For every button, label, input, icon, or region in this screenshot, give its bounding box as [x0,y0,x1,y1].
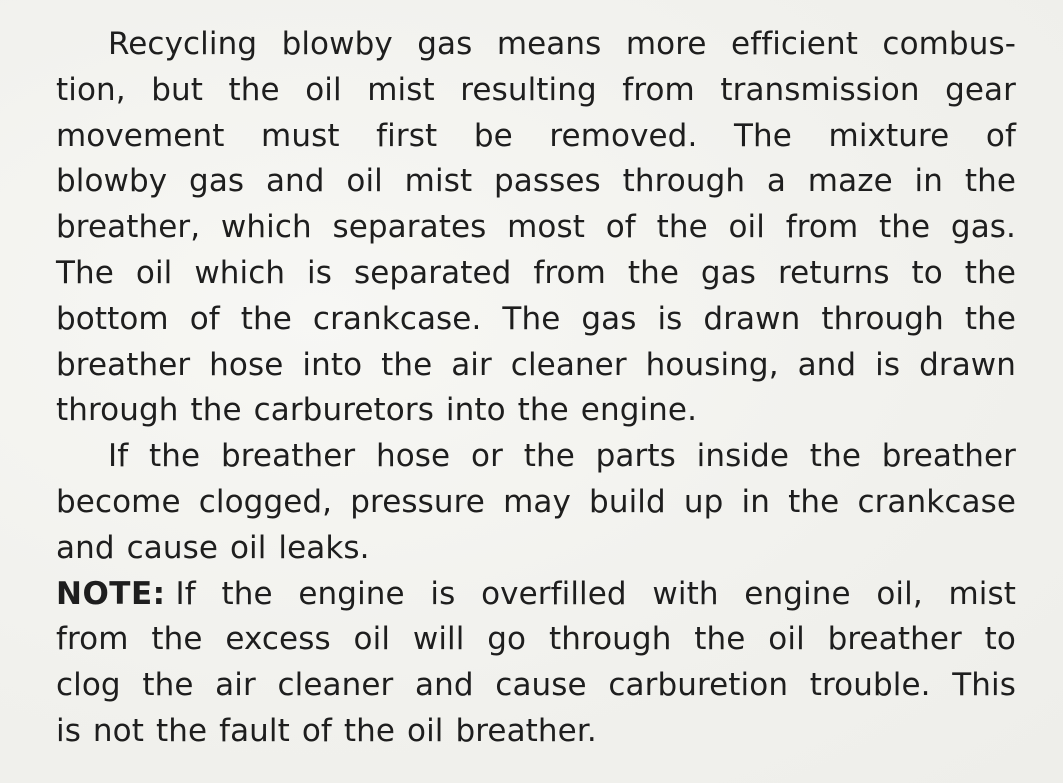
text-block [56,22,1016,755]
paragraph-line: If the breather hose or the parts inside the breather [108,438,1016,475]
paragraph-line: breather, which separates most of the oil from the gas. [56,209,1016,246]
paragraph-line: breather hose into the air cleaner housing, and is drawn [56,346,1016,383]
note-text: If the engine is overfilled with engine oil, mist [175,575,1016,612]
paragraph-line: through the carburetors into the engine. [56,392,698,429]
paragraph-line: and cause oil leaks. [56,529,370,566]
note-first-line [56,572,1016,618]
paragraph-line: Recycling blowby gas means more efficient combus- [108,26,1016,62]
paragraph-blowby-recycling [56,22,1016,434]
note-label: NOTE: [56,575,166,612]
paragraph-line: blowby gas and oil mist passes through a maze in the [56,163,1016,200]
paragraph-line: tion, but the oil mist resulting from transmission gear [56,71,1016,108]
paragraph-line: become clogged, pressure may build up in the crankcase [56,483,1016,520]
paragraph-line: movement must first be removed. The mixture of [56,117,1016,154]
note-line: from the excess oil will go through the oil breather to [56,621,1016,658]
paragraph-clogged-breather [56,434,1016,571]
note-block [56,572,1016,755]
paragraph-line: The oil which is separated from the gas returns to the [56,254,1016,291]
note-line: clog the air cleaner and cause carburetion trouble. This [56,667,1016,704]
paragraph-line: bottom of the crankcase. The gas is drawn through the [56,300,1016,337]
note-line: is not the fault of the oil breather. [56,712,597,749]
